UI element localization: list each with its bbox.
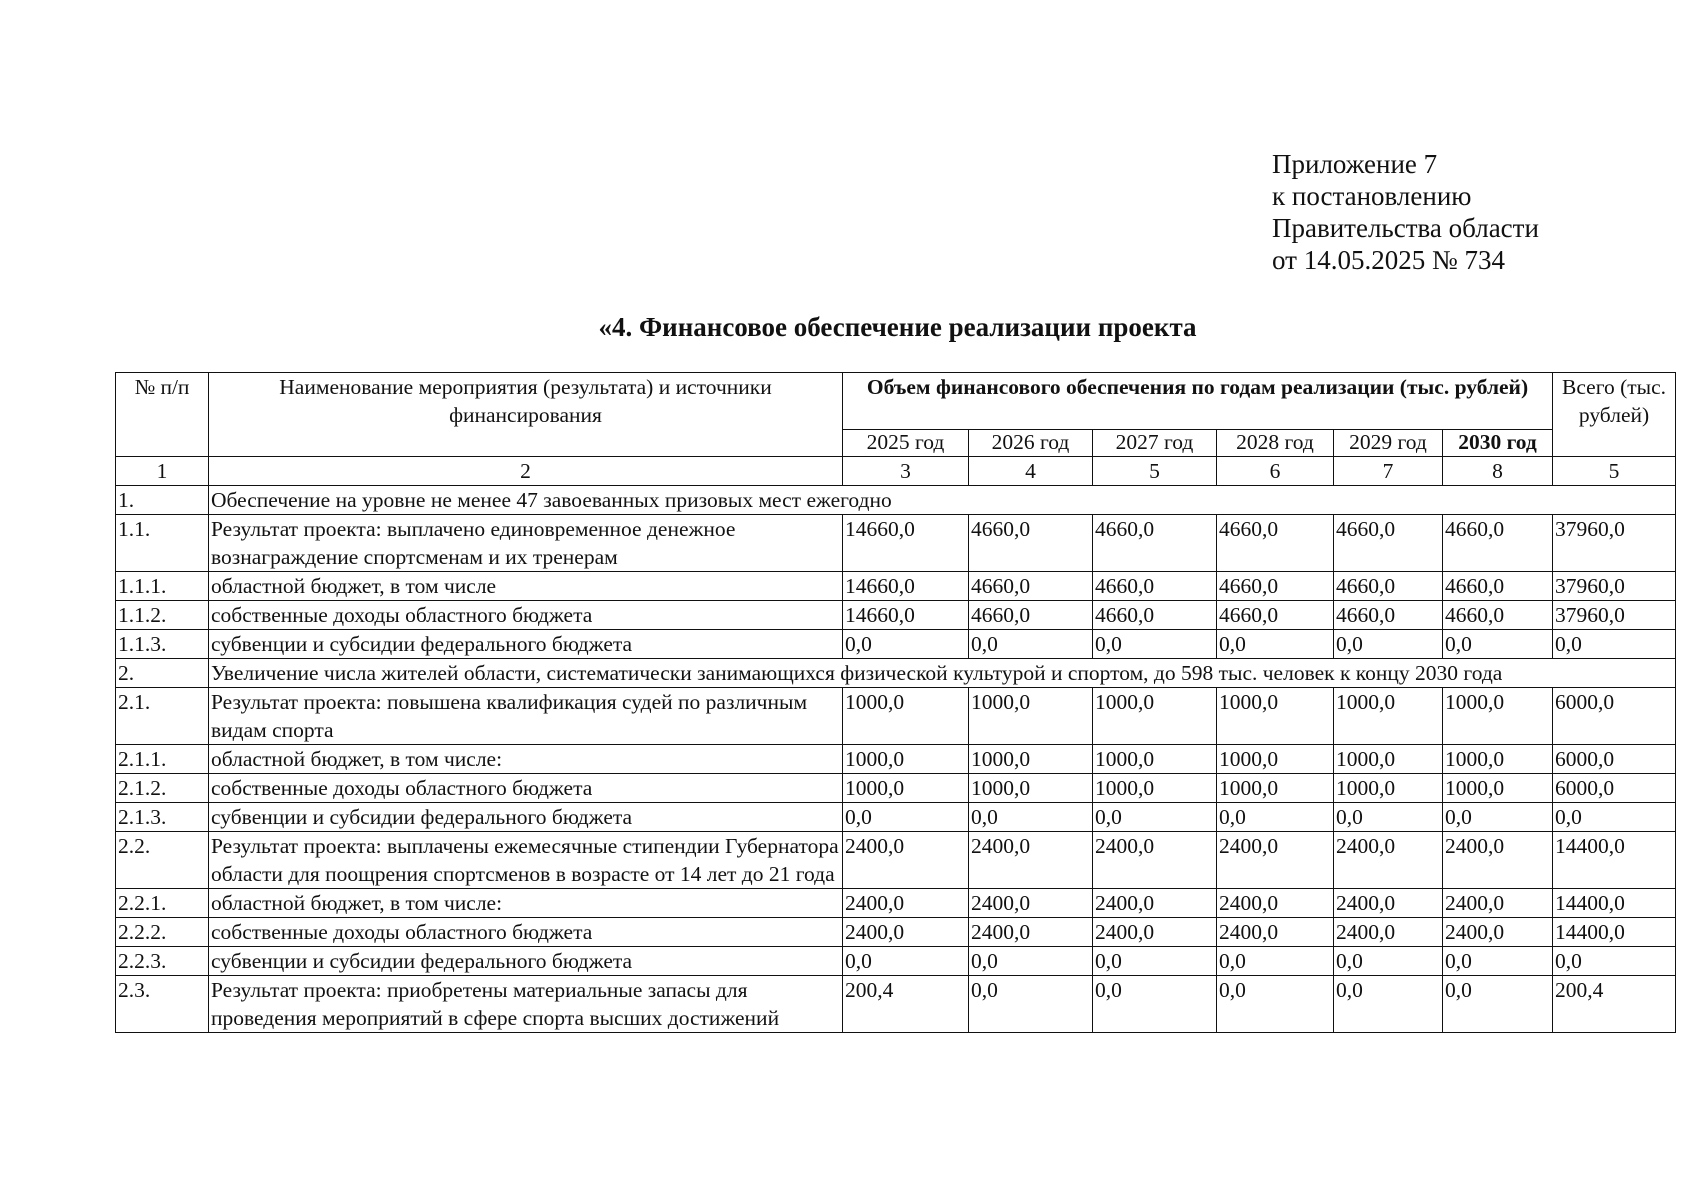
value-cell: 0,0 <box>1217 976 1334 1033</box>
column-number: 7 <box>1334 457 1443 486</box>
column-number: 3 <box>843 457 969 486</box>
value-cell: 1000,0 <box>1334 774 1443 803</box>
value-cell: 0,0 <box>1334 947 1443 976</box>
value-cell: 1000,0 <box>1334 745 1443 774</box>
value-cell: 4660,0 <box>969 601 1093 630</box>
value-cell: 4660,0 <box>1093 601 1217 630</box>
value-cell: 2400,0 <box>969 832 1093 889</box>
value-cell: 2400,0 <box>1334 918 1443 947</box>
table-row <box>116 601 1676 630</box>
table-row <box>116 947 1676 976</box>
appendix-line: от 14.05.2025 № 734 <box>1272 245 1505 275</box>
value-cell: 4660,0 <box>1443 601 1553 630</box>
header-year: 2027 год <box>1093 430 1217 457</box>
value-cell: 1000,0 <box>1443 745 1553 774</box>
total-cell: 0,0 <box>1553 630 1676 659</box>
value-cell: 0,0 <box>1334 630 1443 659</box>
value-cell: 1000,0 <box>1093 774 1217 803</box>
value-cell: 4660,0 <box>1093 515 1217 572</box>
financing-table <box>115 372 1676 1033</box>
value-cell: 1000,0 <box>1217 745 1334 774</box>
row-number: 1.1.3. <box>116 630 209 659</box>
value-cell: 2400,0 <box>1093 832 1217 889</box>
row-name: собственные доходы областного бюджета <box>209 774 843 803</box>
value-cell: 4660,0 <box>969 515 1093 572</box>
row-name: собственные доходы областного бюджета <box>209 601 843 630</box>
row-number: 2.1.3. <box>116 803 209 832</box>
row-number: 1. <box>116 486 209 515</box>
total-cell: 0,0 <box>1553 803 1676 832</box>
value-cell: 2400,0 <box>843 918 969 947</box>
value-cell: 1000,0 <box>969 688 1093 745</box>
total-cell: 0,0 <box>1553 947 1676 976</box>
table-row <box>116 688 1676 745</box>
value-cell: 4660,0 <box>1217 515 1334 572</box>
appendix-line: к постановлению <box>1272 181 1472 211</box>
value-cell: 0,0 <box>843 947 969 976</box>
row-name: Результат проекта: повышена квалификация судей по различным видам спорта <box>209 688 843 745</box>
column-number: 5 <box>1553 457 1676 486</box>
value-cell: 0,0 <box>843 803 969 832</box>
total-cell: 37960,0 <box>1553 572 1676 601</box>
total-cell: 14400,0 <box>1553 889 1676 918</box>
header-year: 2025 год <box>843 430 969 457</box>
header-volume: Объем финансового обеспечения по годам реализации (тыс. рублей) <box>843 373 1553 430</box>
table-row <box>116 803 1676 832</box>
table-row <box>116 630 1676 659</box>
value-cell: 2400,0 <box>1443 918 1553 947</box>
table-row <box>116 515 1676 572</box>
value-cell: 2400,0 <box>1217 832 1334 889</box>
total-cell: 200,4 <box>1553 976 1676 1033</box>
row-number: 2.1. <box>116 688 209 745</box>
row-name: областной бюджет, в том числе <box>209 572 843 601</box>
value-cell: 1000,0 <box>1217 774 1334 803</box>
header-name: Наименование мероприятия (результата) и источники финансирования <box>209 373 843 457</box>
row-name: областной бюджет, в том числе: <box>209 889 843 918</box>
table-row <box>116 918 1676 947</box>
value-cell: 0,0 <box>1443 630 1553 659</box>
row-number: 1.1.2. <box>116 601 209 630</box>
value-cell: 4660,0 <box>1093 572 1217 601</box>
value-cell: 0,0 <box>843 630 969 659</box>
table-row <box>116 832 1676 889</box>
value-cell: 4660,0 <box>969 572 1093 601</box>
table-row <box>116 889 1676 918</box>
value-cell: 0,0 <box>1443 803 1553 832</box>
row-number: 2.2. <box>116 832 209 889</box>
header-year: 2026 год <box>969 430 1093 457</box>
column-number: 1 <box>116 457 209 486</box>
value-cell: 4660,0 <box>1443 572 1553 601</box>
header-year: 2029 год <box>1334 430 1443 457</box>
document-title: «4. Финансовое обеспечение реализации проекта <box>598 312 1197 342</box>
row-name: субвенции и субсидии федерального бюджета <box>209 630 843 659</box>
value-cell: 0,0 <box>969 630 1093 659</box>
header-num: № п/п <box>116 373 209 457</box>
value-cell: 1000,0 <box>843 745 969 774</box>
value-cell: 0,0 <box>969 947 1093 976</box>
value-cell: 2400,0 <box>969 918 1093 947</box>
total-cell: 37960,0 <box>1553 515 1676 572</box>
row-name: Результат проекта: приобретены материальные запасы для проведения мероприятий в сфере спорта высших достижений <box>209 976 843 1033</box>
value-cell: 0,0 <box>1334 803 1443 832</box>
total-cell: 6000,0 <box>1553 688 1676 745</box>
value-cell: 2400,0 <box>1443 832 1553 889</box>
value-cell: 2400,0 <box>1093 889 1217 918</box>
total-cell: 6000,0 <box>1553 745 1676 774</box>
value-cell: 2400,0 <box>1217 889 1334 918</box>
value-cell: 2400,0 <box>1217 918 1334 947</box>
section-row <box>116 486 1676 515</box>
value-cell: 1000,0 <box>843 688 969 745</box>
value-cell: 0,0 <box>1093 947 1217 976</box>
value-cell: 0,0 <box>969 976 1093 1033</box>
value-cell: 0,0 <box>1093 803 1217 832</box>
value-cell: 1000,0 <box>969 774 1093 803</box>
value-cell: 2400,0 <box>1334 889 1443 918</box>
total-cell: 14400,0 <box>1553 832 1676 889</box>
value-cell: 4660,0 <box>1217 601 1334 630</box>
value-cell: 1000,0 <box>1443 774 1553 803</box>
value-cell: 14660,0 <box>843 572 969 601</box>
value-cell: 14660,0 <box>843 515 969 572</box>
column-number: 8 <box>1443 457 1553 486</box>
value-cell: 0,0 <box>969 803 1093 832</box>
row-name: субвенции и субсидии федерального бюджета <box>209 803 843 832</box>
row-number: 2.2.3. <box>116 947 209 976</box>
row-name: областной бюджет, в том числе: <box>209 745 843 774</box>
value-cell: 14660,0 <box>843 601 969 630</box>
table-row <box>116 976 1676 1033</box>
value-cell: 0,0 <box>1217 803 1334 832</box>
appendix-line: Правительства области <box>1272 213 1539 243</box>
value-cell: 4660,0 <box>1443 515 1553 572</box>
value-cell: 4660,0 <box>1334 515 1443 572</box>
header-total: Всего (тыс. рублей) <box>1553 373 1676 457</box>
header-year: 2028 год <box>1217 430 1334 457</box>
value-cell: 0,0 <box>1093 630 1217 659</box>
value-cell: 0,0 <box>1443 976 1553 1033</box>
value-cell: 1000,0 <box>1443 688 1553 745</box>
total-cell: 14400,0 <box>1553 918 1676 947</box>
value-cell: 2400,0 <box>843 889 969 918</box>
value-cell: 200,4 <box>843 976 969 1033</box>
column-numbers-row <box>116 457 1676 486</box>
value-cell: 4660,0 <box>1217 572 1334 601</box>
value-cell: 2400,0 <box>969 889 1093 918</box>
value-cell: 2400,0 <box>1093 918 1217 947</box>
row-number: 2.2.1. <box>116 889 209 918</box>
table-row <box>116 745 1676 774</box>
value-cell: 0,0 <box>1443 947 1553 976</box>
appendix-line: Приложение 7 <box>1272 149 1438 179</box>
section-row <box>116 659 1676 688</box>
section-title: Увеличение числа жителей области, систематически занимающихся физической культурой и спортом, до 598 тыс. человек к концу 2030 года <box>209 659 1676 688</box>
table-row <box>116 572 1676 601</box>
row-name: Результат проекта: выплачено единовременное денежное вознаграждение спортсменам и их тренерам <box>209 515 843 572</box>
value-cell: 1000,0 <box>1217 688 1334 745</box>
row-number: 2.1.2. <box>116 774 209 803</box>
row-number: 2.2.2. <box>116 918 209 947</box>
row-name: Результат проекта: выплачены ежемесячные стипендии Губернатора области для поощрения спортсменов в возрасте от 14 лет до 21 года <box>209 832 843 889</box>
total-cell: 6000,0 <box>1553 774 1676 803</box>
row-number: 2. <box>116 659 209 688</box>
column-number: 2 <box>209 457 843 486</box>
value-cell: 1000,0 <box>1093 688 1217 745</box>
value-cell: 0,0 <box>1217 630 1334 659</box>
value-cell: 0,0 <box>1334 976 1443 1033</box>
value-cell: 1000,0 <box>1334 688 1443 745</box>
value-cell: 2400,0 <box>1443 889 1553 918</box>
header-year: 2030 год <box>1443 430 1553 457</box>
row-number: 1.1.1. <box>116 572 209 601</box>
table-body <box>116 486 1676 1033</box>
table-row <box>116 774 1676 803</box>
row-name: собственные доходы областного бюджета <box>209 918 843 947</box>
value-cell: 4660,0 <box>1334 572 1443 601</box>
column-number: 4 <box>969 457 1093 486</box>
row-number: 1.1. <box>116 515 209 572</box>
row-number: 2.1.1. <box>116 745 209 774</box>
appendix-block <box>1272 148 1539 276</box>
value-cell: 0,0 <box>1093 976 1217 1033</box>
column-number: 5 <box>1093 457 1217 486</box>
value-cell: 1000,0 <box>1093 745 1217 774</box>
value-cell: 0,0 <box>1217 947 1334 976</box>
value-cell: 2400,0 <box>843 832 969 889</box>
row-number: 2.3. <box>116 976 209 1033</box>
value-cell: 1000,0 <box>969 745 1093 774</box>
section-title: Обеспечение на уровне не менее 47 завоеванных призовых мест ежегодно <box>209 486 1676 515</box>
value-cell: 1000,0 <box>843 774 969 803</box>
row-name: субвенции и субсидии федерального бюджета <box>209 947 843 976</box>
value-cell: 2400,0 <box>1334 832 1443 889</box>
total-cell: 37960,0 <box>1553 601 1676 630</box>
value-cell: 4660,0 <box>1334 601 1443 630</box>
column-number: 6 <box>1217 457 1334 486</box>
